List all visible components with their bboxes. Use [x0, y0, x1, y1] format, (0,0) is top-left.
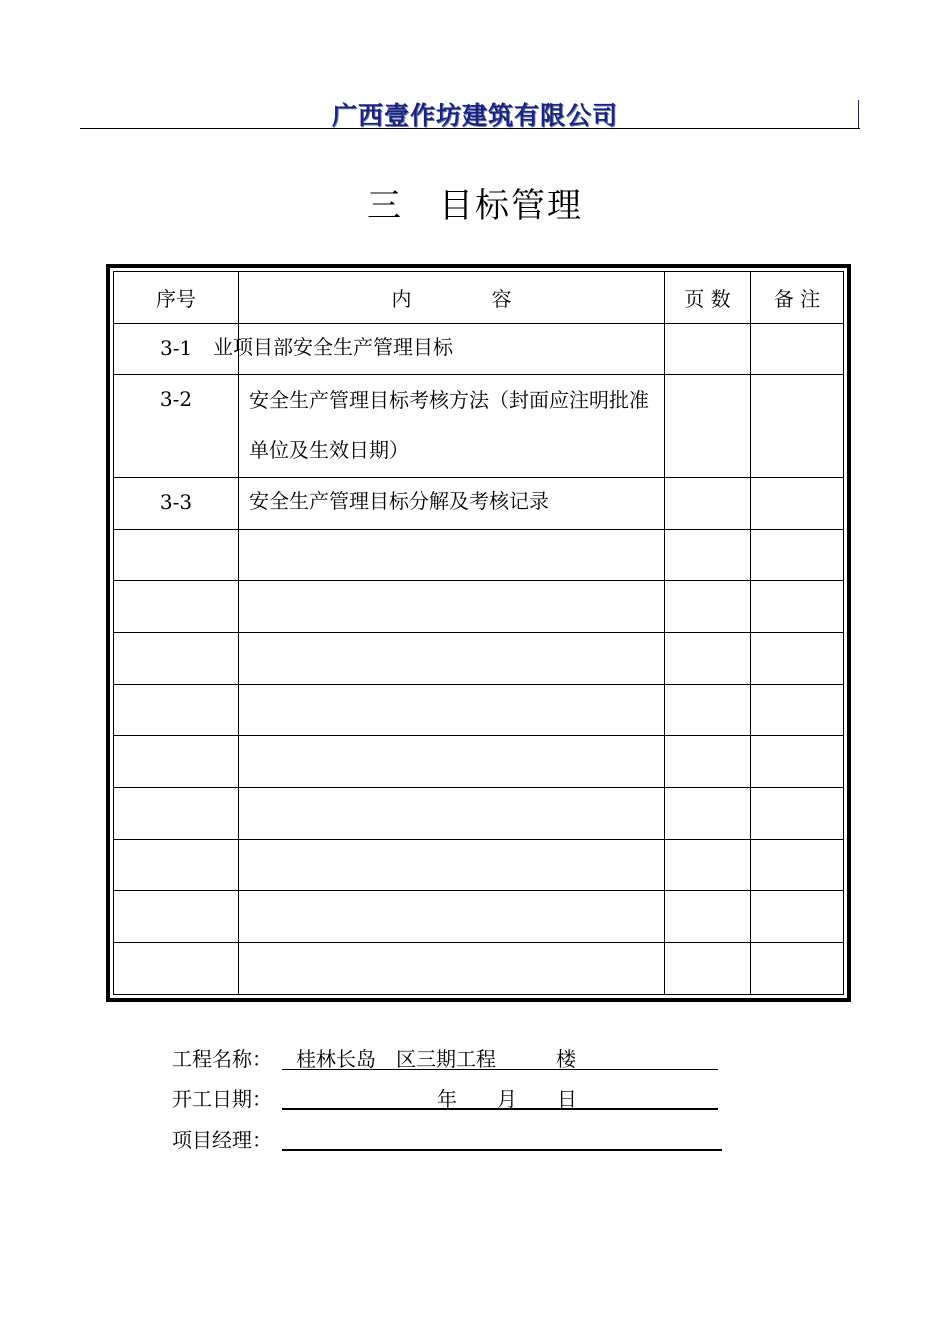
row-pages — [665, 375, 751, 477]
row-notes — [751, 375, 844, 477]
table-row — [114, 736, 844, 788]
table-row — [114, 943, 844, 995]
row-number: 3-1 — [114, 323, 239, 375]
table-row — [114, 323, 844, 375]
table-row — [114, 788, 844, 840]
toc-table — [113, 271, 844, 995]
row-number: 3-3 — [114, 477, 239, 529]
row-notes — [751, 323, 844, 375]
company-name: 广西壹作坊建筑有限公司 — [331, 101, 618, 130]
project-name-underline — [282, 1069, 718, 1070]
toc-table-frame — [106, 264, 851, 1002]
row-notes — [751, 477, 844, 529]
column-header-seq: 序号 — [114, 272, 239, 324]
row-number: 3-2 — [114, 375, 239, 477]
start-date-value: 年 月 日 — [437, 1087, 577, 1111]
project-name-value: 桂林长岛 区三期工程 楼 — [296, 1047, 576, 1071]
start-date-underline — [282, 1108, 718, 1110]
table-row — [114, 632, 844, 684]
row-pages — [665, 477, 751, 529]
row-pages — [665, 323, 751, 375]
table-row — [114, 477, 844, 529]
row-content: 业项目部安全生产管理目标 — [213, 323, 639, 375]
column-header-notes: 备 注 — [751, 272, 844, 324]
table-row — [114, 891, 844, 943]
project-manager-underline — [282, 1149, 722, 1151]
header-rule — [80, 128, 860, 129]
table-row — [114, 839, 844, 891]
start-date-label: 开工日期： — [172, 1087, 272, 1111]
table-row — [114, 529, 844, 581]
table-row — [114, 684, 844, 736]
column-header-pages: 页 数 — [665, 272, 751, 324]
table-header-row — [114, 272, 844, 324]
row-content: 安全生产管理目标分解及考核记录 — [239, 477, 665, 529]
project-name-label: 工程名称： — [172, 1047, 272, 1071]
table-row — [114, 581, 844, 633]
header-tick — [858, 100, 859, 128]
table-row — [114, 375, 844, 477]
row-content: 安全生产管理目标考核方法（封面应注明批准单位及生效日期） — [239, 375, 665, 477]
project-manager-label: 项目经理： — [172, 1128, 272, 1152]
section-title: 三 目标管理 — [367, 186, 583, 226]
column-header-content: 内 容 — [239, 272, 665, 324]
